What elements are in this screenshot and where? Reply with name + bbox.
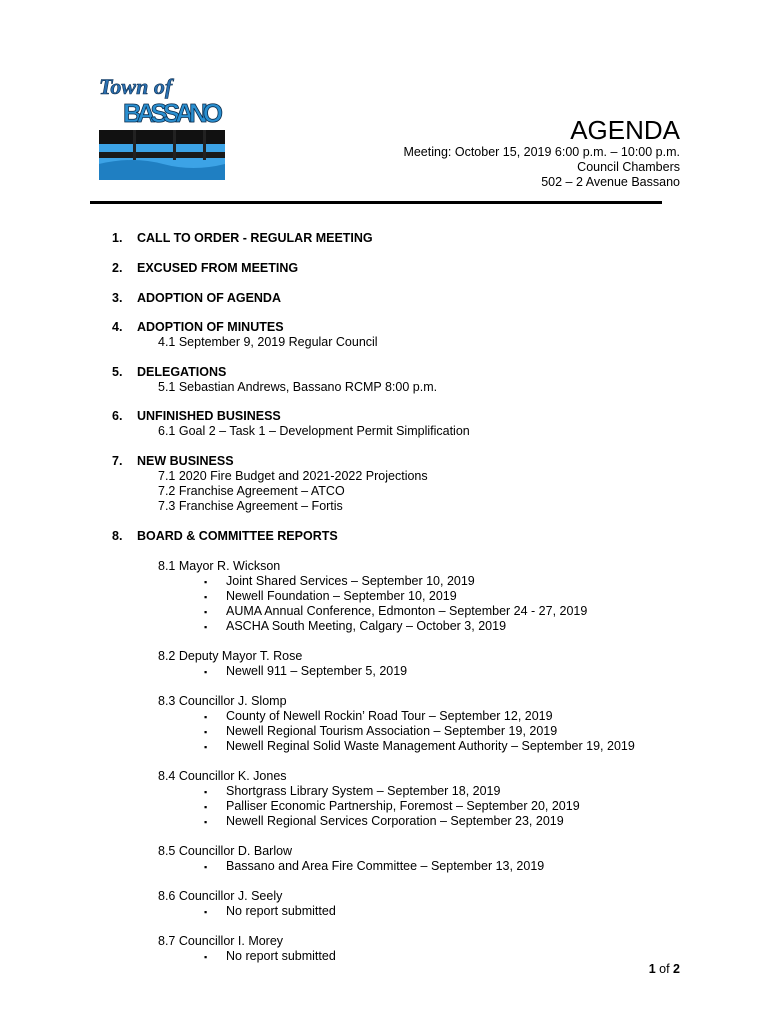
agenda-item-number: 3. <box>112 291 123 305</box>
report-bullet: Newell 911 – September 5, 2019 <box>226 664 408 678</box>
meeting-address: 502 – 2 Avenue Bassano <box>541 175 680 189</box>
agenda-item-title: EXCUSED FROM MEETING <box>137 261 299 275</box>
bullet-icon: ▪ <box>204 622 208 632</box>
report-bullet: Newell Foundation – September 10, 2019 <box>226 589 457 603</box>
agenda-subitem: 7.1 2020 Fire Budget and 2021-2022 Projections <box>158 469 428 483</box>
bullet-icon: ▪ <box>204 952 208 962</box>
bullet-icon: ▪ <box>204 607 208 617</box>
bullet-icon: ▪ <box>204 742 208 752</box>
bullet-icon: ▪ <box>204 802 208 812</box>
bullet-icon: ▪ <box>204 667 208 677</box>
agenda-item-number: 2. <box>112 261 123 275</box>
agenda-item-title: ADOPTION OF AGENDA <box>137 291 281 305</box>
meeting-time: Meeting: October 15, 2019 6:00 p.m. – 10:00 p.m. <box>403 145 680 159</box>
page-sep: of <box>659 962 670 976</box>
agenda-item-number: 8. <box>112 529 123 543</box>
bullet-icon: ▪ <box>204 907 208 917</box>
report-bullet: Newell Regional Services Corporation – September 23, 2019 <box>226 814 564 828</box>
report-heading: 8.1 Mayor R. Wickson <box>158 559 281 573</box>
agenda-item-title: NEW BUSINESS <box>137 454 234 468</box>
meeting-location: Council Chambers <box>577 160 680 174</box>
report-bullet: County of Newell Rockin’ Road Tour – September 12, 2019 <box>226 709 553 723</box>
agenda-subitem: 7.3 Franchise Agreement – Fortis <box>158 499 343 513</box>
report-bullet: Shortgrass Library System – September 18, 2019 <box>226 784 501 798</box>
report-heading: 8.3 Councillor J. Slomp <box>158 694 287 708</box>
agenda-subitem: 6.1 Goal 2 – Task 1 – Development Permit Simplification <box>158 424 470 438</box>
agenda-item-title: DELEGATIONS <box>137 365 227 379</box>
bullet-icon: ▪ <box>204 712 208 722</box>
bullet-icon: ▪ <box>204 577 208 587</box>
bullet-icon: ▪ <box>204 817 208 827</box>
agenda-item-number: 7. <box>112 454 123 468</box>
agenda-subitem: 4.1 September 9, 2019 Regular Council <box>158 335 378 349</box>
bullet-icon: ▪ <box>204 592 208 602</box>
logo-line1: Town of <box>99 74 173 99</box>
report-heading: 8.7 Councillor I. Morey <box>158 934 284 948</box>
agenda-item-number: 1. <box>112 231 123 245</box>
report-bullet: Joint Shared Services – September 10, 2019 <box>226 574 475 588</box>
page-total: 2 <box>673 962 680 976</box>
report-heading: 8.2 Deputy Mayor T. Rose <box>158 649 303 663</box>
agenda-subitem: 7.2 Franchise Agreement – ATCO <box>158 484 345 498</box>
report-bullet: Newell Regional Tourism Association – September 19, 2019 <box>226 724 558 738</box>
report-bullet: Newell Reginal Solid Waste Management Authority – September 19, 2019 <box>226 739 635 753</box>
report-bullet: No report submitted <box>226 949 336 963</box>
report-heading: 8.6 Councillor J. Seely <box>158 889 283 903</box>
agenda-item-title: BOARD & COMMITTEE REPORTS <box>137 529 338 543</box>
agenda-item-title: CALL TO ORDER - REGULAR MEETING <box>137 231 373 245</box>
report-bullet: ASCHA South Meeting, Calgary – October 3, 2019 <box>226 619 507 633</box>
report-bullet: Bassano and Area Fire Committee – September 13, 2019 <box>226 859 545 873</box>
page-number <box>649 962 680 977</box>
bullet-icon: ▪ <box>204 727 208 737</box>
agenda-item-number: 6. <box>112 409 123 423</box>
logo-line2: BASSANO <box>123 98 223 128</box>
page-current: 1 <box>648 962 656 976</box>
town-logo <box>93 72 227 182</box>
bullet-icon: ▪ <box>204 862 208 872</box>
agenda-item-title: ADOPTION OF MINUTES <box>137 320 284 334</box>
bullet-icon: ▪ <box>204 787 208 797</box>
agenda-header <box>403 115 680 190</box>
report-heading: 8.5 Councillor D. Barlow <box>158 844 293 858</box>
agenda-item-number: 5. <box>112 365 123 379</box>
agenda-item-number: 4. <box>112 320 123 334</box>
agenda-item-title: UNFINISHED BUSINESS <box>137 409 281 423</box>
report-bullet: No report submitted <box>226 904 336 918</box>
agenda-subitem: 5.1 Sebastian Andrews, Bassano RCMP 8:00 p.m. <box>158 380 438 394</box>
report-bullet: Palliser Economic Partnership, Foremost – September 20, 2019 <box>226 799 580 813</box>
header-divider <box>90 201 662 204</box>
report-heading: 8.4 Councillor K. Jones <box>158 769 287 783</box>
report-bullet: AUMA Annual Conference, Edmonton – September 24 - 27, 2019 <box>226 604 588 618</box>
agenda-title: AGENDA <box>570 115 680 145</box>
